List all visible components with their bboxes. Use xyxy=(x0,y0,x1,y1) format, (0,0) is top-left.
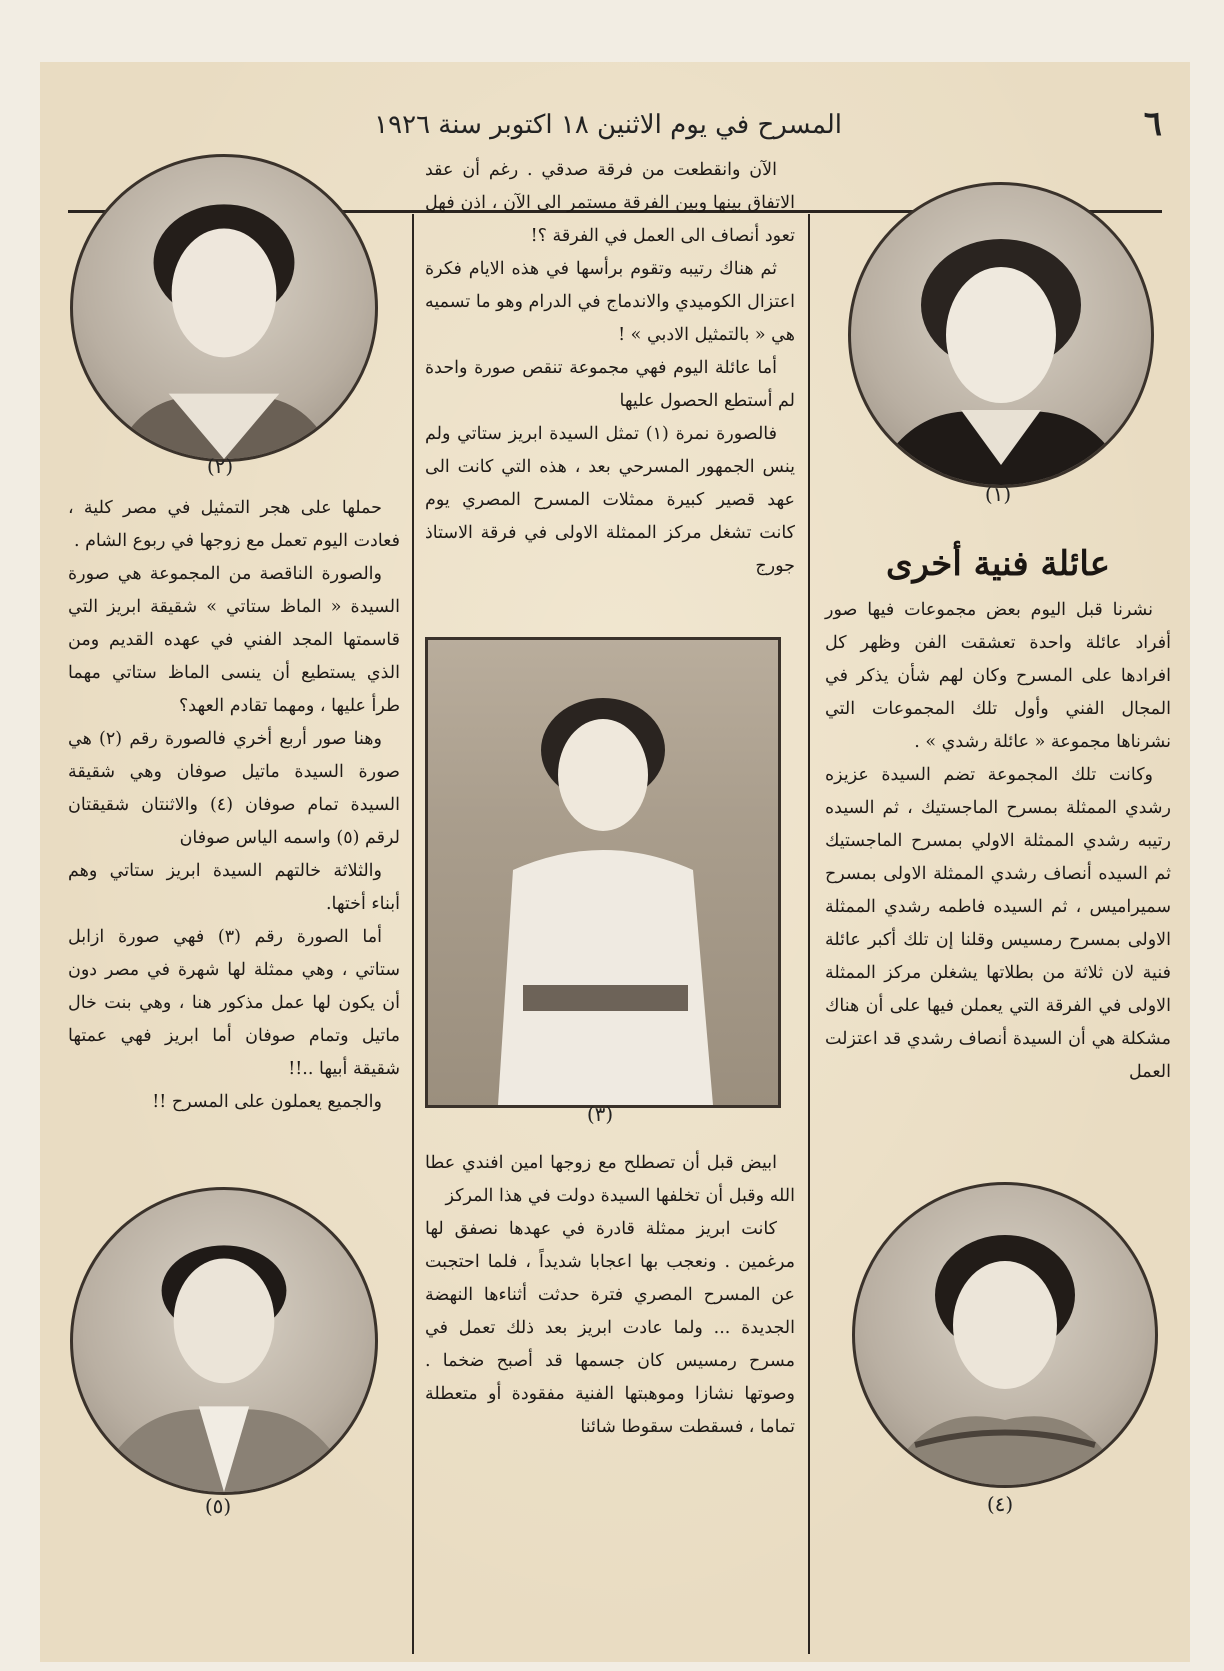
paragraph: حملها على هجر التمثيل في مصر كلية ، فعادت اليوم تعمل مع زوجها في ربوع الشام . xyxy=(68,498,400,551)
paragraph: والصورة الناقصة من المجموعة هي صورة السيدة « الماظ ستاتي » شقيقة ابريز التي قاسمتها المجد الفني في عهده القديم ومن الذي يستطيع أن ينسى الماظ ستاتي مهما طرأ عليها ، ومهما تقادم العهد؟ xyxy=(68,564,400,716)
photo-1 xyxy=(848,182,1154,488)
article-heading: عائلة فنية أخرى xyxy=(885,544,1111,584)
middle-bottom-column xyxy=(425,1147,795,1444)
middle-top-column xyxy=(425,154,795,583)
column-rule-right xyxy=(808,214,810,1654)
paragraph: وهنا صور أربع أخري فالصورة رقم (٢) هي صورة السيدة ماتيل صوفان وهي شقيقة السيدة تمام صوفان (٤) والاثنتان شقيقتان لرقم (٥) واسمه الياس صوفان xyxy=(68,729,400,848)
photo-3 xyxy=(425,637,781,1108)
page-number: ٦ xyxy=(1143,104,1162,144)
newspaper-page xyxy=(40,62,1190,1662)
paragraph: أما الصورة رقم (٣) فهي صورة ازابل ستاتي ، وهي ممثلة لها شهرة في مصر دون أن يكون لها عمل مذكور هنا ، وهي بنت خال ماتيل وتمام صوفان أما ابريز فهي عمتها شقيقة أبيها ..!! xyxy=(68,927,400,1079)
right-column-text xyxy=(825,594,1171,1089)
left-column xyxy=(68,492,400,1119)
photo-1-caption: (١) xyxy=(984,482,1012,506)
middle-top-text xyxy=(425,154,795,583)
paragraph: والجميع يعملون على المسرح !! xyxy=(152,1092,382,1112)
paragraph: نشرنا قبل اليوم بعض مجموعات فيها صور أفراد عائلة واحدة تعشقت الفن وظهر كل افرادها على المسرح وكان لهم شأن يذكر في المجال الفني وأول تلك المجموعات التي نشرناها مجموعة « عائلة رشدي » . xyxy=(825,600,1171,752)
photo-2 xyxy=(70,154,378,462)
paragraph: كانت ابريز ممثلة قادرة في عهدها نصفق لها مرغمين . ونعجب بها اعجابا شديداً ، فلما احتجبت عن المسرح المصري فترة حدثت أثناءها النهضة الجديدة ... ولما عادت ابريز بعد ذلك تعمل في مسرح رمسيس كان جسمها قد أصبح ضخما . وصوتها نشازا وموهبتها الفنية مفقودة أو متعطلة تماما ، فسقطت سقوطا شائنا xyxy=(425,1219,795,1437)
left-column-text xyxy=(68,492,400,1119)
paragraph: ابيض قبل أن تصطلح مع زوجها امين افندي عطا الله وقبل أن تخلفها السيدة دولت في هذا المركز xyxy=(425,1153,795,1206)
photo-5-caption: (٥) xyxy=(204,1494,232,1518)
paragraph: أما عائلة اليوم فهي مجموعة تنقص صورة واحدة لم أستطع الحصول عليها xyxy=(425,358,795,411)
column-rule-left xyxy=(412,214,414,1654)
paragraph: فالصورة نمرة (١) تمثل السيدة ابريز ستاتي ولم ينس الجمهور المسرحي بعد ، هذه التي كانت الى عهد قصير كبيرة ممثلات المسرح المصري يوم كانت تشغل مركز الممثلة الاولى في فرقة الاستاذ جورج xyxy=(425,424,795,576)
photo-3-caption: (٣) xyxy=(586,1102,614,1126)
paragraph: الآن وانقطعت من فرقة صدقي . رغم أن عقد الاتفاق بينها وبين الفرقة مستمر الى الآن ، اذن فهل تعود أنصاف الى العمل في الفرقة ؟! xyxy=(425,160,795,246)
paragraph: وكانت تلك المجموعة تضم السيدة عزيزه رشدي الممثلة بمسرح الماجستيك ، ثم السيده رتيبه رشدي الممثلة الاولي بمسرح الماجستيك ثم السيده أنصاف رشدي الممثلة الاولى بمسرح سميراميس ، ثم السيده فاطمه رشدي الممثلة الاولى بمسرح رمسيس وقلنا إن تلك أكبر عائلة فنية لان ثلاثة من بطلاتها يشغلن مركز الممثلة الاولى في الفرقة التي يعملن فيها على أن هناك مشكلة هي أن السيدة أنصاف رشدي قد اعتزلت العمل xyxy=(825,765,1171,1082)
page-header-title: المسرح في يوم الاثنين ١٨ اكتوبر سنة ١٩٢٦ xyxy=(374,110,842,140)
paragraph: ثم هناك رتيبه وتقوم برأسها في هذه الايام فكرة اعتزال الكوميدي والاندماج في الدرام وهو ما تسميه هي « بالتمثيل الادبي » ! xyxy=(425,259,795,345)
right-column xyxy=(825,540,1171,1089)
photo-4 xyxy=(852,1182,1158,1488)
photo-2-caption: (٢) xyxy=(206,454,234,478)
photo-4-caption: (٤) xyxy=(986,1492,1014,1516)
photo-5 xyxy=(70,1187,378,1495)
paragraph: والثلاثة خالتهم السيدة ابريز ستاتي وهم أبناء أختها. xyxy=(68,861,400,914)
page-header xyxy=(68,104,1162,150)
middle-bottom-text xyxy=(425,1147,795,1444)
